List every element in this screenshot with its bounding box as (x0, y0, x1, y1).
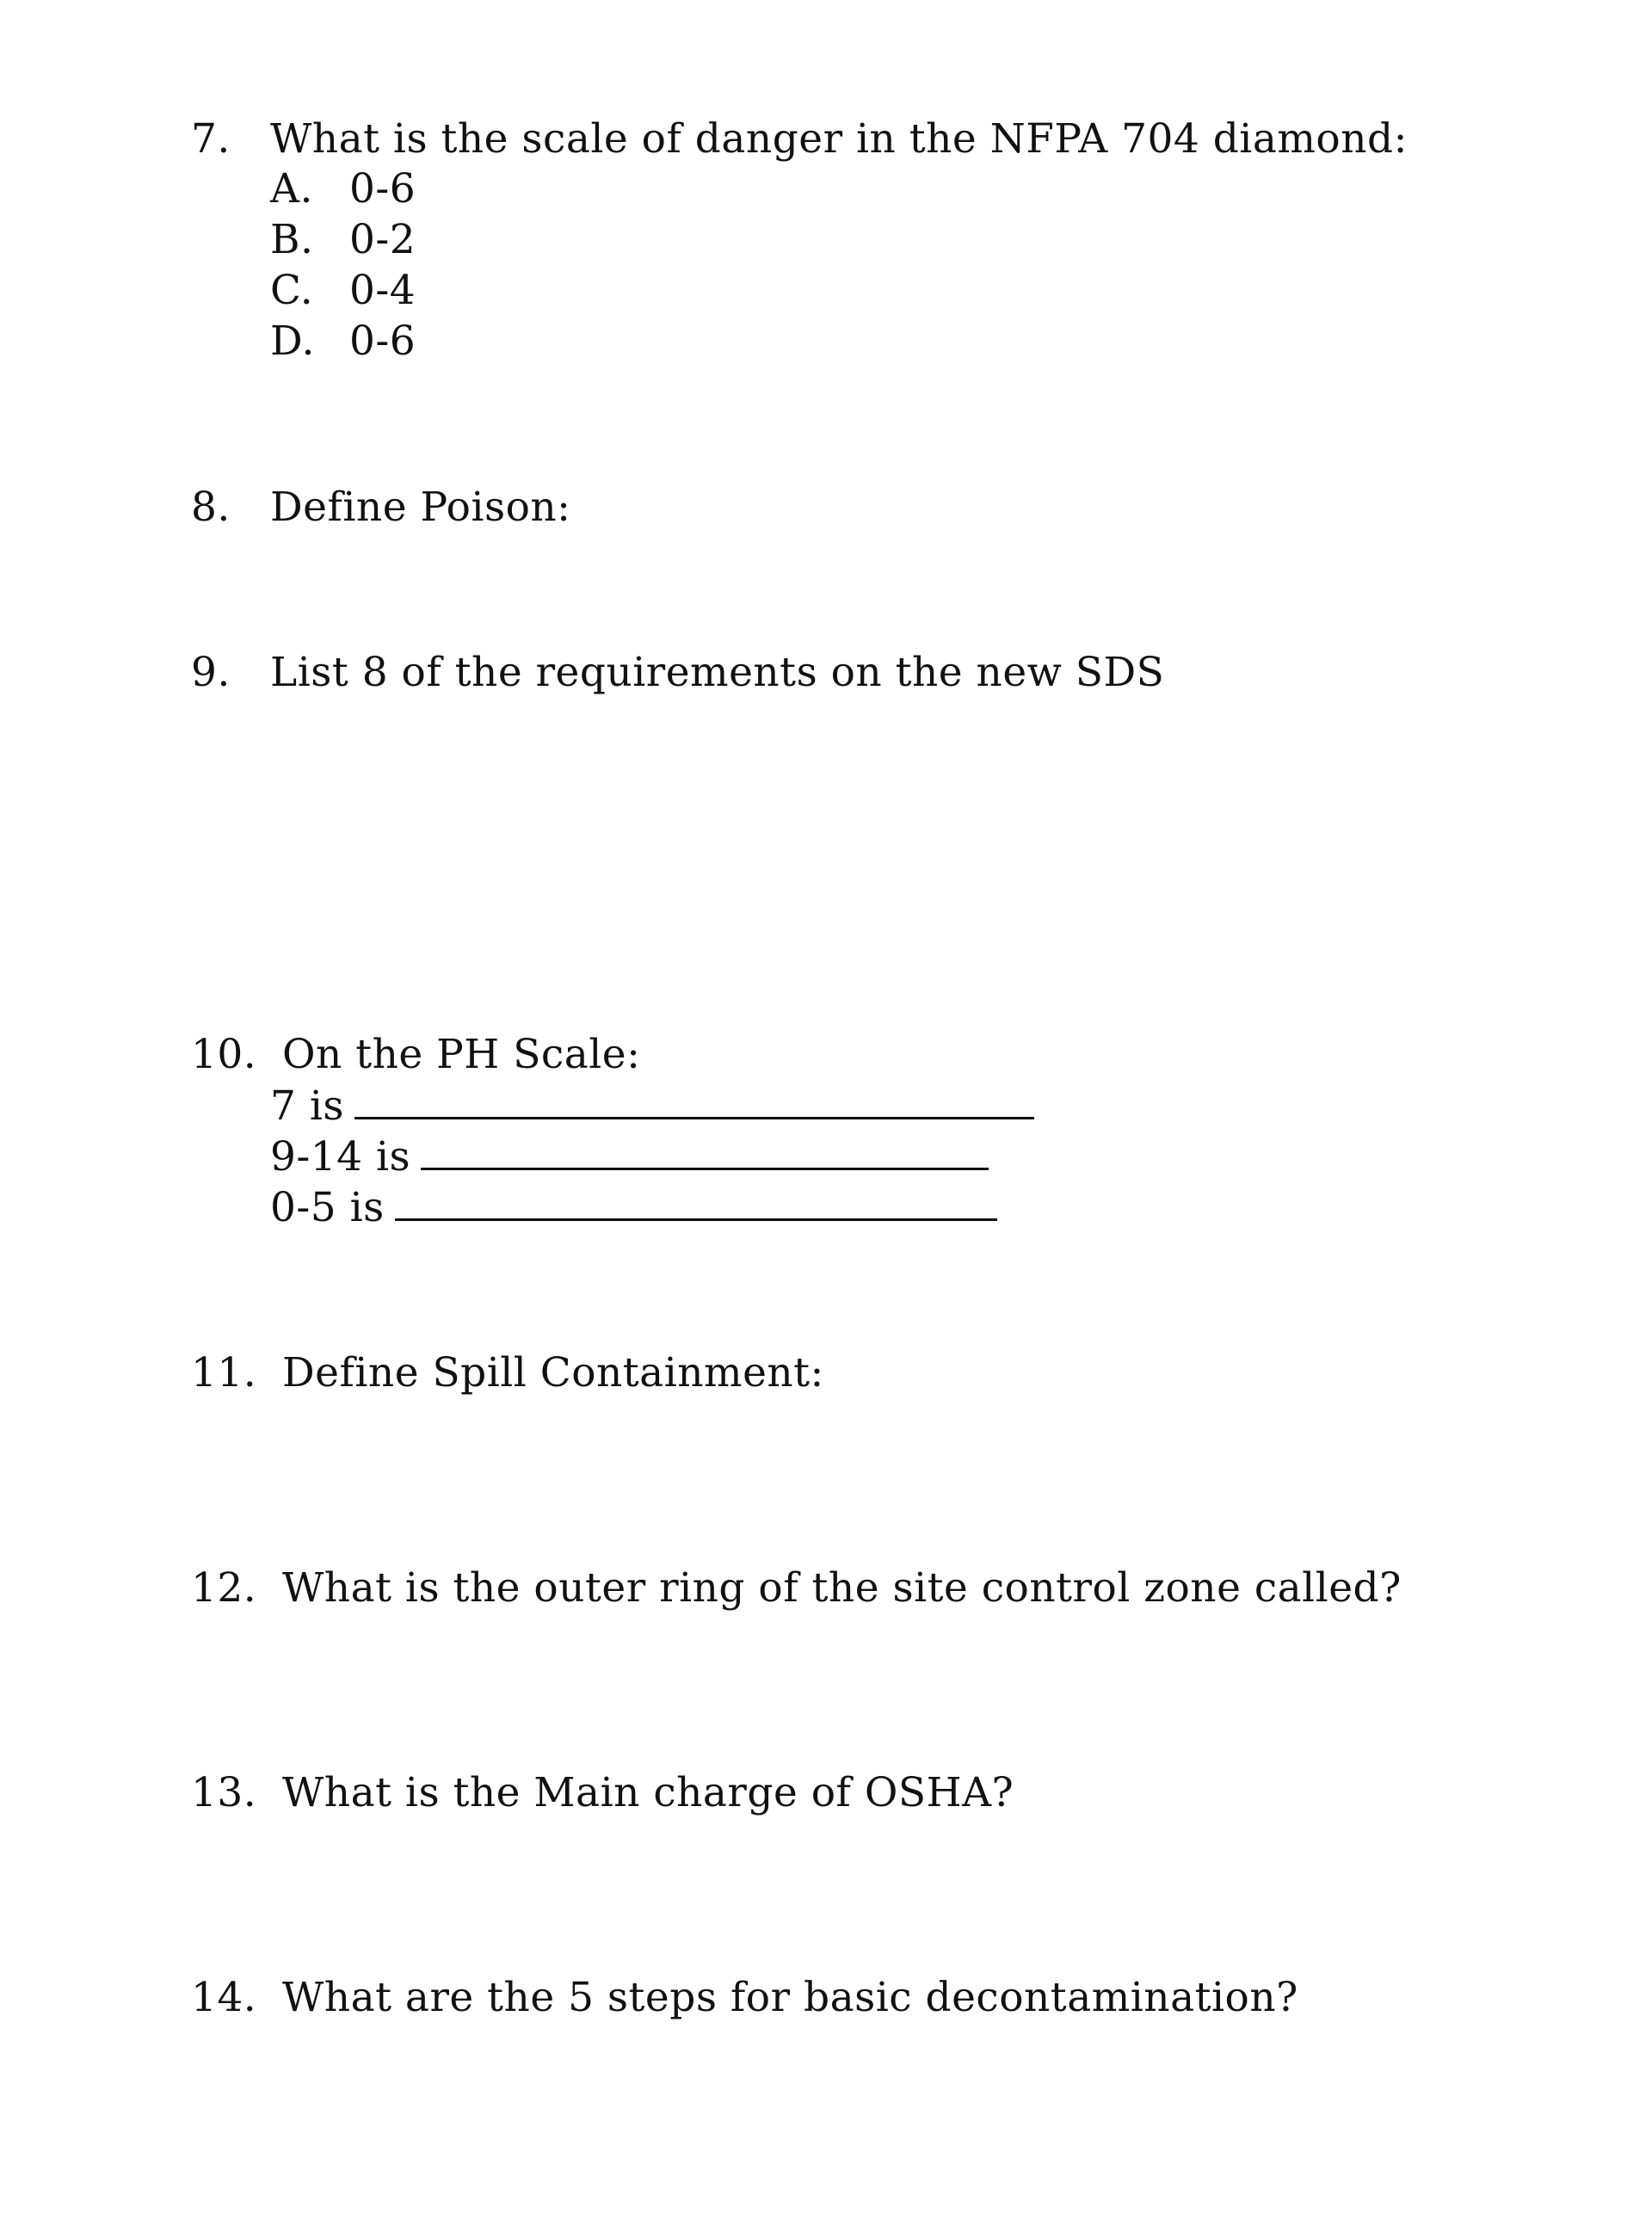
question-9-number: 9. (191, 649, 231, 696)
option-letter: C. (270, 267, 314, 314)
question-13-number: 13. (191, 1769, 257, 1816)
question-12-number: 12. (191, 1564, 257, 1612)
option-letter: A. (270, 165, 313, 213)
question-11-text: Define Spill Containment: (282, 1349, 824, 1397)
question-10-number: 10. (191, 1031, 257, 1078)
question-11-number: 11. (191, 1349, 257, 1397)
ph-blank-0-5 (270, 1184, 997, 1231)
option-text: 0-2 (349, 216, 416, 263)
question-9-text: List 8 of the requirements on the new SDS (270, 649, 1165, 696)
blank-label: 0-5 is (270, 1184, 385, 1231)
question-13-text: What is the Main charge of OSHA? (282, 1769, 1014, 1816)
question-7-option-b (270, 216, 416, 263)
option-letter: D. (270, 318, 315, 365)
question-7-text: What is the scale of danger in the NFPA 704 diamond: (270, 115, 1408, 163)
ph-blank-7 (270, 1082, 1034, 1130)
option-text: 0-6 (349, 318, 416, 365)
option-letter: B. (270, 216, 314, 263)
option-text: 0-6 (349, 165, 416, 213)
question-14-number: 14. (191, 1974, 257, 2021)
answer-blank[interactable] (421, 1137, 989, 1170)
blank-label: 7 is (270, 1082, 344, 1130)
question-12-text: What is the outer ring of the site control zone called? (282, 1564, 1402, 1612)
blank-label: 9-14 is (270, 1133, 411, 1181)
ph-blank-9-14 (270, 1133, 989, 1181)
option-text: 0-4 (349, 267, 416, 314)
question-8-number: 8. (191, 484, 231, 531)
question-14-text: What are the 5 steps for basic decontamination? (282, 1974, 1298, 2021)
question-7-number: 7. (191, 115, 231, 163)
answer-blank[interactable] (354, 1086, 1034, 1119)
question-7-option-c (270, 267, 416, 314)
question-7-option-d (270, 318, 416, 365)
answer-blank[interactable] (395, 1187, 997, 1221)
question-7-option-a (270, 165, 416, 213)
question-7 (191, 115, 231, 163)
question-10-text: On the PH Scale: (282, 1031, 641, 1078)
question-8-text: Define Poison: (270, 484, 571, 531)
